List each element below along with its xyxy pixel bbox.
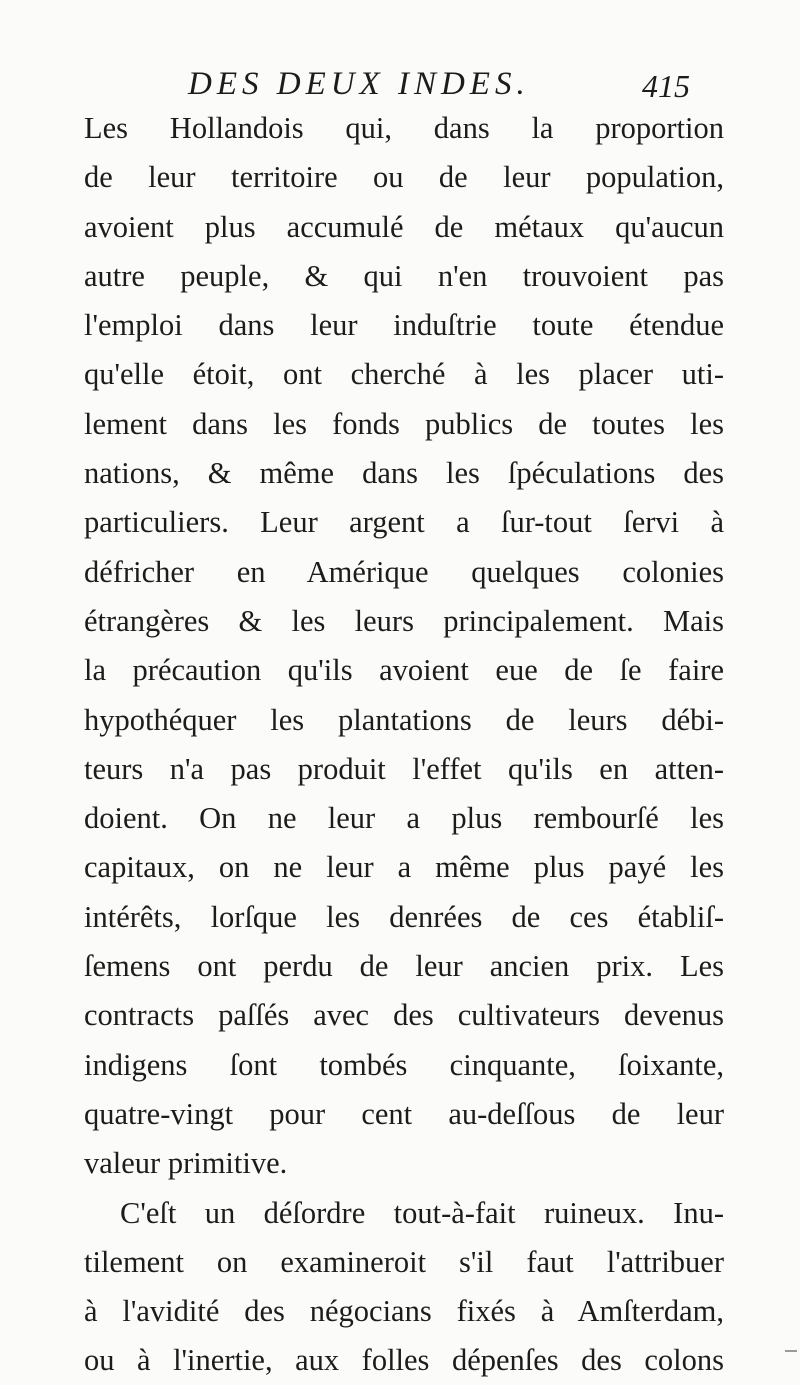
running-title: DES DEUX INDES. xyxy=(188,66,530,102)
text-line: intérêts, lorſque les denrées de ces établiſ- xyxy=(84,899,724,934)
text-line: tilement on examineroit s'il faut l'attribuer xyxy=(84,1244,724,1279)
text-line: la précaution qu'ils avoient eue de ſe faire xyxy=(84,653,724,688)
text-line: avoient plus accumulé de métaux qu'aucun xyxy=(84,209,724,244)
body-text xyxy=(84,104,724,1386)
text-line: C'eſt un déſordre tout-à-fait ruineux. Inu- xyxy=(120,1195,724,1230)
text-line: autre peuple, & qui n'en trouvoient pas xyxy=(84,258,724,293)
text-line: teurs n'a pas produit l'effet qu'ils en atten- xyxy=(84,751,724,786)
text-line: contracts paſſés avec des cultivateurs devenus xyxy=(84,998,724,1033)
text-line: Les Hollandois qui, dans la proportion xyxy=(84,111,724,145)
text-line: ou à l'inertie, aux folles dépenſes des colons xyxy=(84,1343,724,1378)
text-line: doient. On ne leur a plus rembourſé les xyxy=(84,801,724,836)
text-line: quatre-vingt pour cent au-deſſous de leur xyxy=(84,1096,724,1131)
text-line: particuliers. Leur argent a ſur-tout ſervi à xyxy=(84,505,724,540)
text-line: valeur primitive. xyxy=(84,1146,288,1181)
edge-mark xyxy=(785,1350,797,1352)
page-number: 415 xyxy=(642,68,690,104)
text-line: ſemens ont perdu de leur ancien prix. Les xyxy=(84,949,724,984)
text-line: défricher en Amérique quelques colonies xyxy=(84,554,724,589)
text-line: à l'avidité des négocians fixés à Amſterdam, xyxy=(84,1294,724,1329)
text-line: capitaux, on ne leur a même plus payé les xyxy=(84,850,724,885)
text-line: qu'elle étoit, ont cherché à les placer uti- xyxy=(84,357,724,392)
text-line: indigens ſont tombés cinquante, ſoixante, xyxy=(84,1047,724,1082)
text-line: nations, & même dans les ſpéculations des xyxy=(84,456,724,491)
text-line: lement dans les fonds publics de toutes les xyxy=(84,406,724,441)
text-line: de leur territoire ou de leur population, xyxy=(84,160,724,195)
text-line: hypothéquer les plantations de leurs débi- xyxy=(84,702,724,737)
text-line: l'emploi dans leur induſtrie toute étendue xyxy=(84,308,724,343)
text-line: étrangères & les leurs principalement. Mais xyxy=(84,603,724,638)
